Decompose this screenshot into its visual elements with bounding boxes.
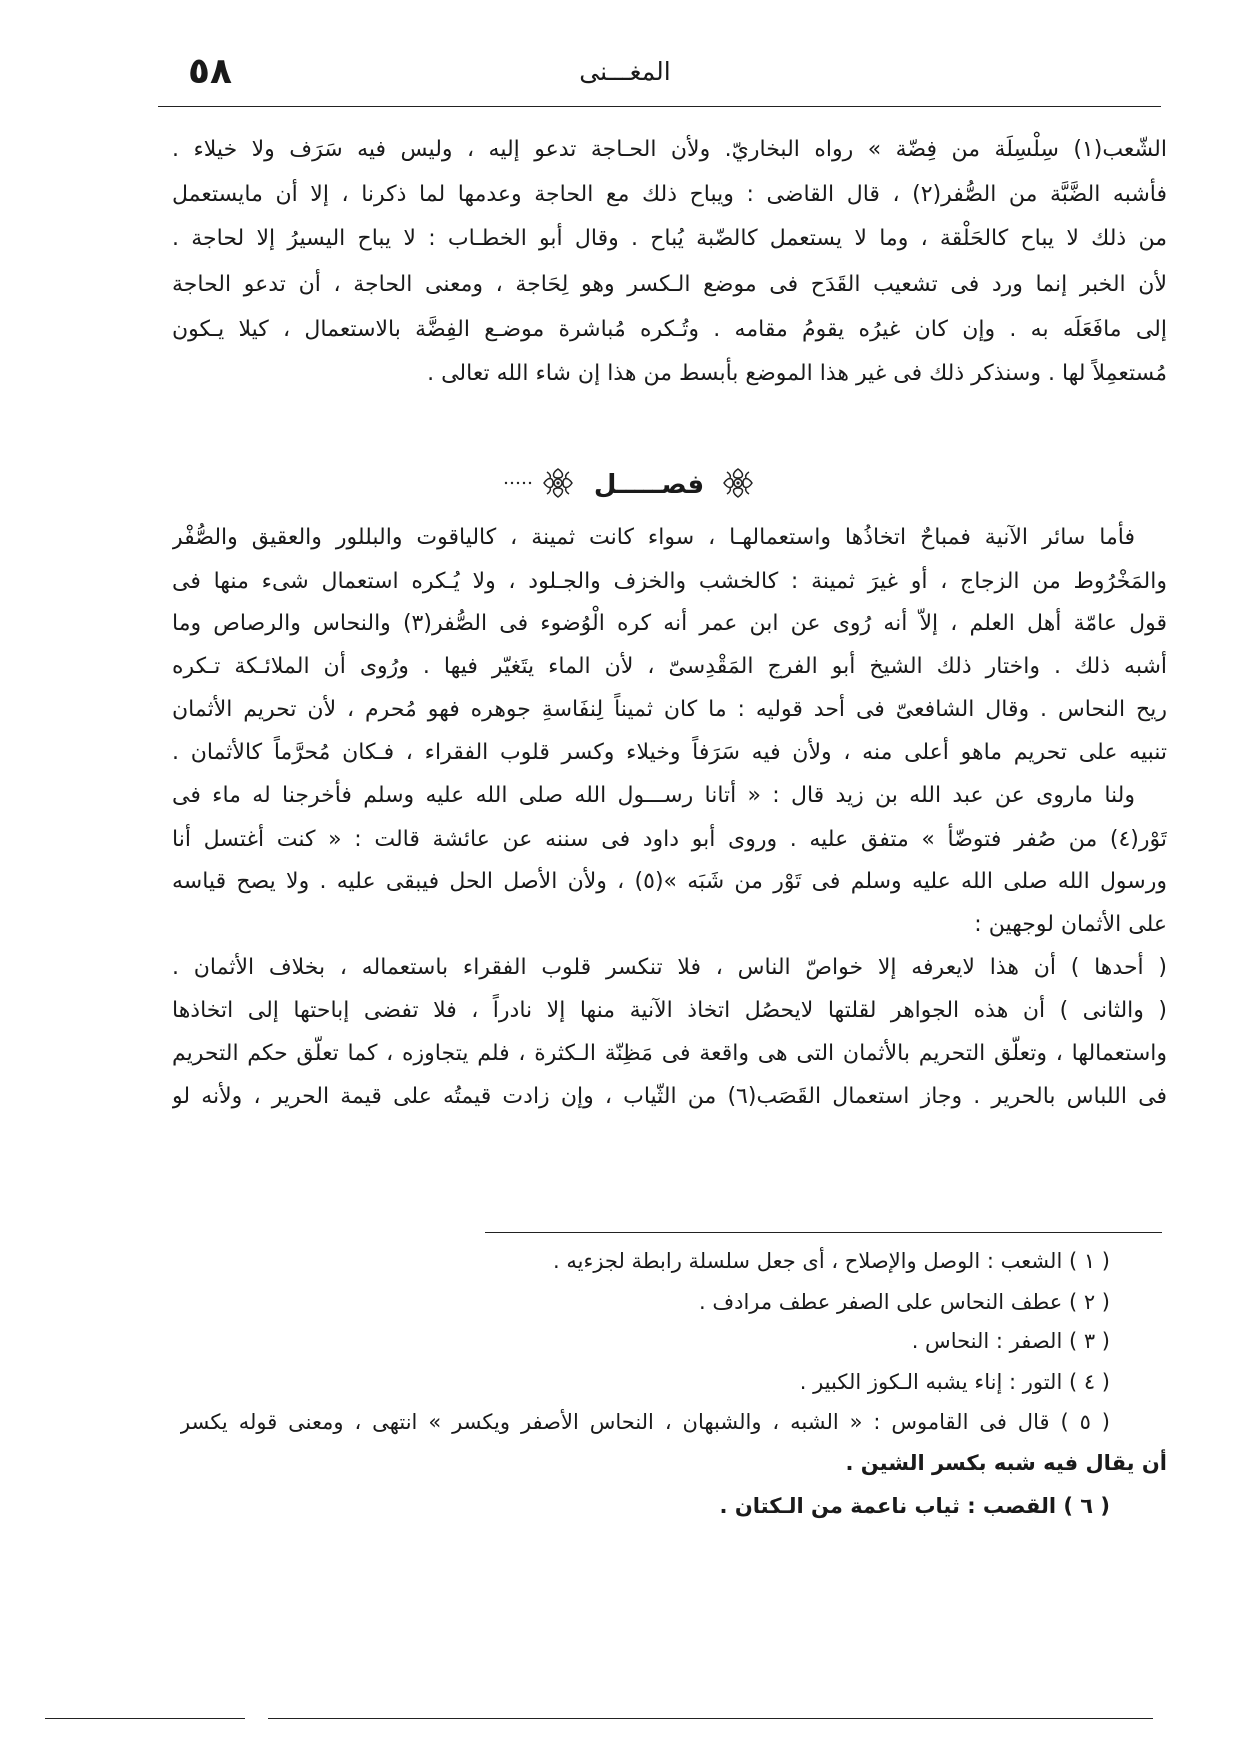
text-line: أشبه ذلك . واختار ذلك الشيخ أبو الفرج المَقْدِسىّ ، لأن الماء يتَغيّر فيها . ورُوى أن الملائـكة تـكره bbox=[172, 654, 1167, 679]
text-line: من ذلك لا يباح كالحَلْقة ، وما لا يستعمل كالضّبة يُباح . وقال أبو الخطـاب : لا يباح اليسيرُ إلا لحاجة . bbox=[172, 226, 1167, 251]
footer-rule bbox=[45, 1718, 245, 1719]
header-rule bbox=[158, 106, 1161, 107]
ornament-right-icon bbox=[716, 466, 760, 504]
text-line: ريح النحاس . وقال الشافعىّ فى أحد قوليه : ما كان ثميناً لِنفَاسةِ جوهره فهو مُحرم ، لأن تحريم الأثمان bbox=[172, 697, 1167, 722]
ornament-left-icon bbox=[502, 466, 582, 504]
text-line: ( والثانى ) أن هذه الجواهر لقلتها لايحصُل اتخاذ الآنية منها إلا نادراً ، فلا تفضى إباحتها إلى اتخاذها bbox=[172, 998, 1167, 1023]
page-number: ٥٨ bbox=[188, 51, 232, 92]
footnote-line: ( ٥ ) قال فى القاموس : « الشبه ، والشبهان ، النحاس الأصفر ويكسر » انتهى ، ومعنى قوله يكسر bbox=[180, 1410, 1110, 1434]
text-line: واستعمالها ، وتعلّق التحريم بالأثمان التى هى واقعة فى مَظِنّة الـكثرة ، فلم يتجاوزه ، كما تعلّق حكم التحريم bbox=[172, 1041, 1167, 1066]
footnote-line: ( ١ ) الشعب : الوصل والإصلاح ، أى جعل سلسلة رابطة لجزءيه . bbox=[553, 1249, 1110, 1273]
text-line: تنبيه على تحريم ماهو أعلى منه ، ولأن فيه سَرَفاً وخيلاء وكسر قلوب الفقراء ، فـكان مُحرَّماً كالأثمان . bbox=[172, 740, 1167, 765]
text-line: على الأثمان لوجهين : bbox=[974, 912, 1167, 937]
text-line: الشّعب(١) سِلْسِلَة من فِضّة » رواه البخاريّ. ولأن الحـاجة تدعو إليه ، وليس فيه سَرَف ولا خيلاء . bbox=[172, 137, 1167, 162]
text-line: لأن الخبر إنما ورد فى تشعيب القَدَح فى موضع الـكسر وهو لِحَاجة ، ومعنى الحاجة ، أن تدعو الحاجة bbox=[172, 272, 1167, 297]
text-line: ( أحدها ) أن هذا لايعرفه إلا خواصّ الناس ، فلا تنكسر قلوب الفقراء باستعماله ، بخلاف الأثمان . bbox=[172, 955, 1167, 980]
text-line: إلى مافَعَلَه به . وإن كان غيرُه يقومُ مقامه . وتُـكره مُباشرة موضـع الفِضَّة بالاستعمال ، كيلا يـكون bbox=[172, 317, 1167, 342]
text-line: ولنا ماروى عن عبد الله بن زيد قال : « أتانا رســـول الله صلى الله عليه وسلم فأخرجنا له ماء فى bbox=[172, 783, 1135, 808]
text-line: فأما سائر الآنية فمباحٌ اتخاذُها واستعمالهـا ، سواء كانت ثمينة ، كالياقوت والبللور والعقيق والصُّفْر bbox=[172, 525, 1135, 550]
footnote-separator bbox=[485, 1232, 1162, 1233]
text-line: قول عامّة أهل العلم ، إلاّ أنه رُوى عن ابن عمر أنه كره الْوُضوء فى الصُّفر(٣) والنحاس والرصاص وما bbox=[172, 611, 1167, 636]
section-heading-text: فصـــــل bbox=[593, 470, 705, 500]
footnote-line: ( ٤ ) التور : إناء يشبه الـكوز الكبير . bbox=[799, 1370, 1110, 1394]
footnote-line: ( ٦ ) القصب : ثياب ناعمة من الـكتان . bbox=[719, 1494, 1110, 1518]
text-line: ورسول الله صلى الله عليه وسلم فى تَوْر من شَبَه »(٥) ، ولأن الأصل الحل فيبقى عليه . ولا يصح قياسه bbox=[172, 869, 1167, 894]
text-line: والمَخْرُوط من الزجاج ، أو غيرَ ثمينة : كالخشب والخزف والجـلود ، ولا يُـكره استعمال شىء منها فى bbox=[172, 569, 1167, 594]
running-title: المغـــنى bbox=[579, 57, 671, 86]
footnote-line: ( ٣ ) الصفر : النحاس . bbox=[911, 1329, 1110, 1353]
section-heading bbox=[431, 463, 831, 507]
text-line: فأشبه الضَّبَّة من الصُّفر(٢) ، قال القاضى : ويباح ذلك مع الحاجة وعدمها لما ذكرنا ، إلا أن مايستعمل bbox=[172, 182, 1167, 207]
footnote-line: ( ٢ ) عطف النحاس على الصفر عطف مرادف . bbox=[698, 1290, 1110, 1314]
text-line: فى اللباس بالحرير . وجاز استعمال القَصَب(٦) من الثّياب ، وإن زادت قيمتُه على قيمة الحرير ، ولأنه لو bbox=[172, 1084, 1167, 1109]
footer-rule bbox=[268, 1718, 1153, 1719]
footnote-line: أن يقال فيه شبه بكسر الشين . bbox=[845, 1451, 1167, 1475]
text-line: تَوْر(٤) من صُفر فتوضّأ » متفق عليه . وروى أبو داود فى سننه عن عائشة قالت : « كنت أغتسل أنا bbox=[172, 827, 1167, 852]
text-line: مُستعمِلاً لها . وسنذكر ذلك فى غير هذا الموضع بأبسط من هذا إن شاء الله تعالى . bbox=[427, 361, 1167, 386]
